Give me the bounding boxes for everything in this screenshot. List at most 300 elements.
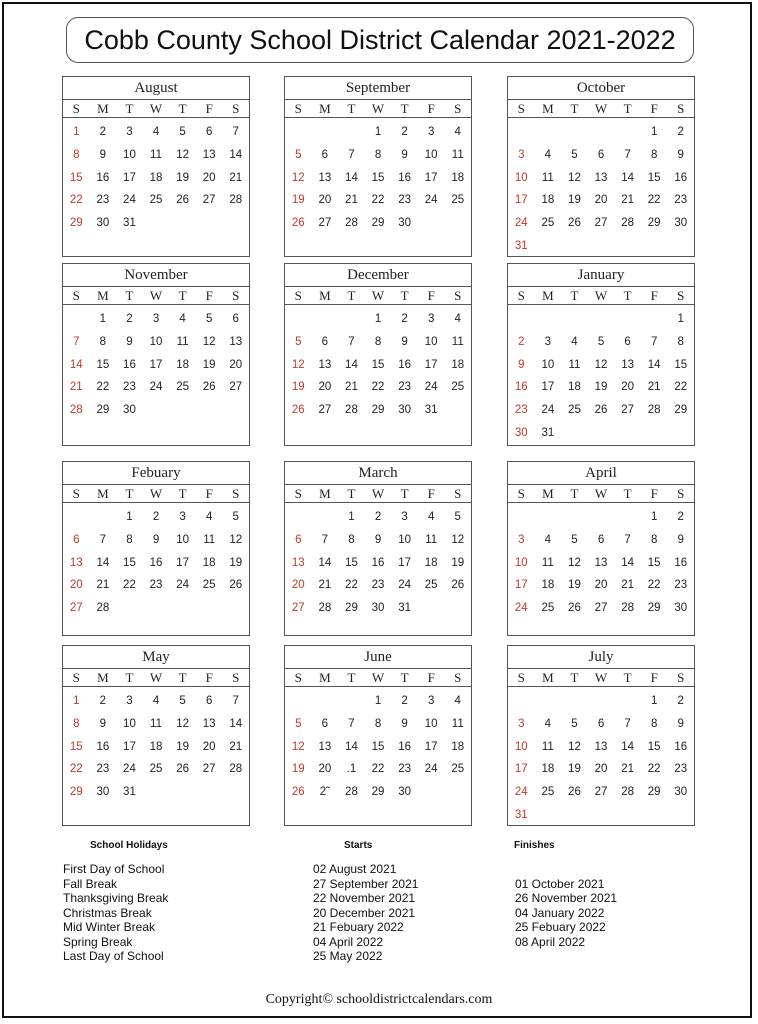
day-date: 22 (647, 194, 661, 207)
sunday-date: 10 (514, 556, 528, 569)
day-date: 23 (398, 763, 411, 776)
day-date: 18 (541, 763, 555, 776)
day-date: 30 (674, 786, 688, 799)
day-date: 1 (126, 511, 133, 523)
week-row (508, 308, 694, 331)
sunday-date (508, 121, 535, 144)
day-date: 4 (544, 148, 552, 161)
day-date: 9 (99, 717, 107, 730)
day-date: 14 (647, 358, 661, 371)
weekday-header-row (508, 100, 694, 118)
day-date: 24 (398, 579, 411, 592)
holiday-start-date: 02 August 2021 (313, 862, 397, 876)
day-date: 12 (229, 533, 243, 546)
sunday-date: 24 (514, 786, 528, 799)
day-date: 11 (425, 533, 438, 546)
holiday-name: Christmas Break (63, 905, 152, 920)
weekday-header: M (319, 486, 331, 501)
day-date: 13 (594, 556, 608, 569)
day-date: 7 (321, 533, 329, 546)
day-grid (285, 305, 471, 422)
day-date: 20 (318, 194, 332, 207)
month-calendar-april (507, 461, 695, 636)
day-date: 4 (152, 695, 160, 707)
day-date (444, 597, 471, 620)
day-date: 24 (123, 194, 136, 207)
day-date (338, 121, 365, 144)
holiday-finishes-column (515, 862, 617, 964)
day-date (222, 212, 249, 235)
weekday-header: W (594, 101, 608, 116)
day-date: 8 (348, 533, 355, 546)
weekday-header: W (149, 288, 163, 303)
day-date: 7 (624, 533, 631, 546)
weekday-header: T (178, 101, 187, 116)
day-date: 18 (451, 171, 465, 184)
sunday-date: 30 (514, 426, 528, 439)
week-row (508, 758, 694, 781)
day-date: 29 (674, 404, 688, 417)
sunday-date: 8 (73, 717, 80, 730)
day-date: 18 (451, 358, 465, 371)
weekday-header: T (178, 288, 187, 303)
sunday-date: 12 (291, 171, 305, 184)
week-row (285, 308, 471, 331)
day-date: 23 (674, 763, 688, 776)
day-date: 11 (176, 335, 189, 348)
day-date: 26 (568, 602, 581, 615)
day-date: 23 (398, 381, 411, 394)
day-date: 26 (176, 763, 189, 776)
weekday-header: T (623, 288, 632, 303)
weekday-header: M (542, 101, 554, 116)
month-name: August (63, 77, 249, 100)
day-date (561, 506, 588, 529)
weekday-header: W (594, 670, 608, 685)
day-date (588, 690, 615, 713)
weekday-header: T (347, 101, 356, 116)
day-date: 29 (371, 786, 385, 799)
day-date (667, 422, 694, 445)
weekday-header-row (285, 287, 471, 305)
day-date: 5 (454, 511, 461, 523)
day-date (312, 121, 339, 144)
day-date: .1 (346, 763, 357, 776)
starts-header: Starts (344, 840, 373, 851)
day-date: 25 (176, 381, 189, 394)
weekday-header: T (347, 486, 356, 501)
sunday-date: 12 (291, 358, 305, 371)
weekday-header: W (371, 486, 385, 501)
day-date: 7 (232, 126, 239, 138)
day-date (222, 781, 249, 804)
day-date: 23 (674, 579, 688, 592)
day-date: 22 (123, 579, 136, 592)
day-date: 11 (150, 717, 162, 730)
sunday-date: 10 (514, 171, 528, 184)
month-name: September (285, 77, 471, 100)
day-date (338, 308, 365, 331)
day-date: 4 (571, 335, 578, 348)
day-date (614, 235, 641, 258)
day-date: 20 (318, 763, 332, 776)
day-date (588, 308, 615, 331)
weekday-header: S (72, 101, 80, 116)
sunday-date (285, 308, 312, 331)
day-date: 18 (424, 556, 438, 569)
day-date (143, 597, 170, 620)
day-date: 24 (424, 763, 438, 776)
day-date: 6 (205, 126, 213, 138)
day-date (667, 235, 694, 258)
weekday-header: T (400, 101, 409, 116)
day-date: 19 (176, 740, 189, 753)
day-date: 22 (674, 381, 688, 394)
sunday-date (285, 690, 312, 713)
day-date: 12 (568, 171, 581, 184)
weekday-header: T (623, 101, 632, 116)
week-row (508, 212, 694, 235)
weekday-header-row (285, 100, 471, 118)
week-row (508, 331, 694, 354)
week-row (508, 781, 694, 804)
day-grid (63, 118, 249, 235)
day-date: 22 (647, 579, 661, 592)
day-date: 27 (621, 404, 634, 417)
week-row (63, 506, 249, 529)
day-date: 14 (621, 740, 634, 753)
day-date: 15 (371, 740, 385, 753)
day-date: 25 (568, 404, 581, 417)
day-date: 18 (568, 381, 581, 394)
day-date: 30 (96, 217, 110, 230)
sunday-date: 22 (69, 763, 83, 776)
day-date (444, 399, 471, 422)
day-date: 8 (374, 717, 382, 730)
day-date: 11 (541, 556, 554, 569)
weekday-header: S (677, 486, 685, 501)
day-date (641, 804, 668, 827)
week-row (508, 235, 694, 258)
sunday-date: 17 (514, 763, 528, 776)
holiday-name: Spring Break (63, 934, 133, 949)
sunday-date (63, 308, 90, 331)
sunday-date: 16 (514, 381, 528, 394)
weekday-header: S (294, 670, 302, 685)
weekday-header: F (650, 486, 658, 501)
day-date: 28 (621, 786, 634, 799)
week-row (285, 506, 471, 529)
weekday-header: S (294, 288, 302, 303)
weekday-header: S (454, 670, 462, 685)
week-row (508, 736, 694, 759)
day-date: 8 (374, 335, 382, 348)
week-row (63, 399, 249, 422)
day-date: 27 (318, 217, 332, 230)
day-date: 31 (123, 217, 136, 230)
weekday-header: T (125, 670, 134, 685)
holiday-start-date: 25 May 2022 (313, 949, 383, 963)
day-date: 10 (424, 148, 438, 161)
sunday-date: 19 (291, 763, 305, 776)
holiday-finish-date (515, 949, 617, 964)
day-date: 26 (176, 194, 189, 207)
weekday-header: F (427, 486, 435, 501)
day-date: 13 (229, 335, 243, 348)
month-calendar-july (507, 645, 695, 826)
day-date: 22 (96, 381, 110, 394)
day-date: 17 (541, 381, 555, 394)
day-date: 14 (621, 556, 634, 569)
day-date (418, 212, 445, 235)
sunday-date: 13 (291, 556, 305, 569)
day-date: 16 (398, 740, 411, 753)
day-date (588, 422, 615, 445)
weekday-header: F (205, 486, 213, 501)
day-date: 23 (398, 194, 411, 207)
day-date: 26 (568, 217, 581, 230)
day-date: 10 (123, 148, 136, 161)
day-date: 25 (541, 786, 555, 799)
day-date (116, 597, 143, 620)
day-date: 11 (451, 717, 464, 730)
holiday-name: First Day of School (63, 862, 165, 876)
day-date: 28 (621, 217, 634, 230)
sunday-date (508, 506, 535, 529)
weekday-header: M (319, 288, 331, 303)
day-date (561, 804, 588, 827)
day-date: 20 (229, 358, 243, 371)
day-date: 30 (674, 217, 688, 230)
day-date: 8 (99, 335, 107, 348)
weekday-header: M (542, 288, 554, 303)
month-calendar-febuary (62, 461, 250, 636)
sunday-date: 23 (514, 404, 528, 417)
day-date (312, 690, 339, 713)
holiday-finish-date: 25 Febuary 2022 (515, 920, 606, 934)
day-date: 2 (152, 511, 160, 523)
week-row (63, 758, 249, 781)
day-date: 31 (398, 602, 411, 615)
day-date: 4 (544, 533, 552, 546)
day-date: 10 (424, 335, 438, 348)
day-date: 5 (179, 695, 186, 707)
day-date: 25 (202, 579, 216, 592)
week-row (63, 713, 249, 736)
day-date: 21 (318, 579, 332, 592)
day-date: 5 (232, 511, 239, 523)
day-date: 7 (348, 335, 355, 348)
day-date: 25 (424, 579, 438, 592)
weekday-header: W (149, 101, 163, 116)
day-date: 7 (99, 533, 107, 546)
weekday-header: F (427, 101, 435, 116)
sunday-date: 31 (514, 808, 528, 821)
weekday-header: T (347, 670, 356, 685)
weekday-header-row (63, 287, 249, 305)
day-date: 2 (99, 695, 107, 707)
day-date: 25 (541, 602, 555, 615)
day-date: 17 (424, 171, 438, 184)
day-date: 18 (451, 740, 465, 753)
day-date: 6 (321, 148, 329, 161)
day-date: 20 (202, 171, 216, 184)
day-date (196, 781, 223, 804)
day-date (588, 506, 615, 529)
day-date: 7 (624, 717, 631, 730)
sunday-date: 22 (69, 194, 83, 207)
day-date: 21 (621, 194, 634, 207)
day-date (535, 804, 562, 827)
weekday-header: F (205, 288, 213, 303)
day-date: 1 (374, 126, 382, 138)
day-date: 1 (650, 126, 658, 138)
day-date: 5 (205, 313, 213, 325)
day-date: 12 (568, 556, 581, 569)
weekday-header: W (371, 288, 385, 303)
weekday-header: S (232, 101, 240, 116)
day-date: 5 (571, 717, 578, 730)
week-row (63, 781, 249, 804)
weekday-header: W (371, 670, 385, 685)
day-date (535, 308, 562, 331)
day-date: 12 (202, 335, 216, 348)
week-row (508, 121, 694, 144)
weekday-header: T (623, 486, 632, 501)
day-date: 18 (176, 358, 189, 371)
weekday-header: S (517, 670, 525, 685)
week-row (63, 597, 249, 620)
day-date: 14 (229, 148, 243, 161)
day-date: 3 (179, 511, 186, 523)
day-date: 8 (126, 533, 133, 546)
week-row (63, 189, 249, 212)
day-date: 27 (594, 786, 608, 799)
sunday-date: 1 (73, 126, 80, 138)
holiday-finish-date: 04 January 2022 (515, 905, 605, 920)
day-date: 6 (597, 148, 605, 161)
day-date: 23 (371, 579, 385, 592)
day-date (143, 781, 170, 804)
month-name: May (63, 646, 249, 669)
weekday-header-row (63, 100, 249, 118)
day-date: 7 (348, 717, 355, 730)
day-date (169, 212, 196, 235)
week-row (63, 308, 249, 331)
day-date (338, 690, 365, 713)
day-date: 3 (126, 126, 133, 138)
day-date: 23 (674, 194, 688, 207)
weekday-header: T (400, 288, 409, 303)
day-date: 2 (126, 313, 133, 325)
week-row (285, 376, 471, 399)
day-date: 2 (677, 126, 684, 138)
day-date: 6 (597, 717, 605, 730)
day-grid (285, 503, 471, 620)
weekday-header: T (400, 486, 409, 501)
month-calendar-may (62, 645, 250, 826)
weekday-header: F (650, 670, 658, 685)
day-date: 27 (594, 217, 608, 230)
day-grid (285, 118, 471, 235)
sunday-date: 24 (514, 602, 528, 615)
day-date: 10 (424, 717, 438, 730)
day-date: 1 (650, 695, 658, 707)
weekday-header: S (454, 486, 462, 501)
day-date: 30 (371, 602, 385, 615)
week-row (285, 690, 471, 713)
sunday-date: 26 (291, 786, 305, 799)
day-date: 24 (176, 579, 189, 592)
day-date: 21 (345, 194, 358, 207)
sunday-date: 21 (69, 381, 83, 394)
day-date: 29 (647, 786, 661, 799)
week-row (508, 597, 694, 620)
weekday-header: S (232, 288, 240, 303)
day-date: 5 (571, 148, 578, 161)
week-row (285, 574, 471, 597)
day-date (444, 212, 471, 235)
day-grid (63, 687, 249, 804)
day-date: 5 (571, 533, 578, 546)
day-date: 19 (451, 556, 465, 569)
day-date: 14 (96, 556, 110, 569)
weekday-header: M (97, 670, 109, 685)
day-date (312, 506, 339, 529)
day-date: 16 (96, 171, 110, 184)
day-date: 11 (568, 358, 581, 371)
day-date: 16 (398, 171, 411, 184)
day-date: 13 (594, 740, 608, 753)
day-date (588, 235, 615, 258)
day-date: 7 (232, 695, 239, 707)
day-date: 16 (674, 740, 688, 753)
day-date: 13 (318, 740, 332, 753)
day-date: 31 (424, 404, 438, 417)
sunday-date: 14 (69, 358, 83, 371)
day-grid (285, 687, 471, 804)
day-date: 10 (398, 533, 411, 546)
day-date: 20 (594, 194, 608, 207)
month-name: November (63, 264, 249, 287)
day-date: 9 (677, 148, 684, 161)
day-date: 28 (621, 602, 634, 615)
sunday-date: 27 (291, 602, 305, 615)
day-date: 12 (451, 533, 465, 546)
day-date: 16 (96, 740, 110, 753)
day-date: 28 (647, 404, 661, 417)
day-date: 16 (674, 556, 688, 569)
weekday-header: S (517, 101, 525, 116)
day-date: 17 (424, 358, 438, 371)
day-date (667, 804, 694, 827)
day-date: 15 (647, 556, 661, 569)
week-row (63, 690, 249, 713)
week-row (285, 212, 471, 235)
weekday-header: T (400, 670, 409, 685)
day-date: 23 (123, 381, 136, 394)
day-date: 10 (123, 717, 136, 730)
day-date (641, 422, 668, 445)
sunday-date: 26 (291, 217, 305, 230)
week-row (63, 121, 249, 144)
day-date: 31 (123, 786, 136, 799)
day-date: 17 (123, 171, 136, 184)
day-grid (508, 503, 694, 620)
day-date (196, 597, 223, 620)
sunday-date: 31 (514, 239, 528, 252)
holiday-finish-date: 08 April 2022 (515, 934, 586, 949)
